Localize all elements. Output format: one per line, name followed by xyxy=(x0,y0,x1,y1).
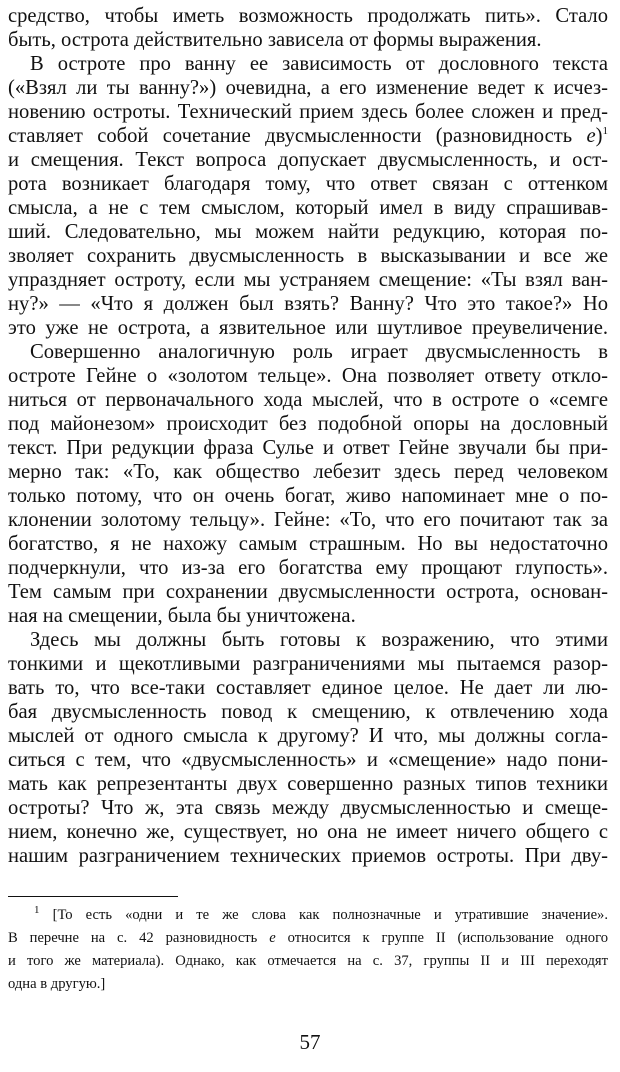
text-line: упраздняет остроту, если мы устраняем смещение: «Ты взял ван- xyxy=(8,269,608,291)
text-line: подчеркнули, что из-за его богатства ему прощают глупость». xyxy=(8,557,608,579)
text-line: клонении золотому тельцу». Гейне: «То, что его почитают так за xyxy=(8,509,608,531)
footnote-reference: 1 xyxy=(602,125,608,138)
footnote-line xyxy=(8,927,608,950)
footnote-line xyxy=(34,904,608,927)
text-line: нием, конечно же, существует, но она не имеет ничего общего с xyxy=(8,821,608,843)
footnote-text: относится к группе II (использование одного xyxy=(275,930,608,946)
paragraph-start-line: Совершенно аналогичную роль играет двусмысленность в xyxy=(30,341,608,363)
paragraph-start-line: В остроте про ванну ее зависимость от дословного текста xyxy=(30,53,608,75)
text-line: под майонезом» происходит без подобной опоры на дословный xyxy=(8,413,608,435)
text-segment: ) xyxy=(595,125,603,147)
text-line: мать как репрезентанты двух совершенно разных типов техники xyxy=(8,773,608,795)
text-line: бая двусмысленность повод к смещению, к отвлечению хода xyxy=(8,701,608,723)
text-line: средство, чтобы иметь возможность продолжать пить». Стало xyxy=(8,5,608,27)
text-line: мыслей от одного смысла к другому? И что, мы должны согла- xyxy=(8,725,608,747)
text-line: смысла, а не с тем смыслом, который имел в виду спрашивав- xyxy=(8,197,608,219)
text-line: мерно так: «То, как общество лебезит здесь перед человеком xyxy=(8,461,608,483)
italic-letter: e xyxy=(586,125,596,147)
text-line-with-footnote-ref xyxy=(8,124,608,148)
footnote-divider xyxy=(8,896,178,897)
text-line: богатство, я не нахожу самым страшным. Но вы недостаточно xyxy=(8,533,608,555)
footnote-line: одна в другую.] xyxy=(8,976,106,992)
text-line: остроты? Что ж, эта связь между двусмысленностью и смеще- xyxy=(8,797,608,819)
footnote-line: и того же материала). Однако, как отмечается на с. 37, группы II и III переходят xyxy=(8,953,608,969)
text-line: ситься с тем, что «двусмысленность» и «смещение» надо пони- xyxy=(8,749,608,771)
text-line: новению остроты. Технический прием здесь более сложен и пред- xyxy=(8,101,608,123)
text-line: рота возникает благодаря тому, что ответ связан с оттенком xyxy=(8,173,608,195)
text-line: ший. Следовательно, мы можем найти редукцию, которая по- xyxy=(8,221,608,243)
footnote-text: В перечне на с. 42 разновидность xyxy=(8,930,270,946)
footnote-marker: 1 xyxy=(34,904,40,917)
text-line: нашим разграничением технических приемов остроты. При дву- xyxy=(8,845,608,867)
page-number: 57 xyxy=(299,1030,321,1054)
text-segment: ставляет собой сочетание двусмысленности (разновидность xyxy=(8,125,587,147)
text-line: ниться от первоначального хода мыслей, что в остроте о «семге xyxy=(8,389,608,411)
italic-letter: e xyxy=(269,930,276,946)
text-line: это уже не острота, а язвительное или шутливое преувеличение. xyxy=(8,317,608,339)
text-line: только потому, что он очень богат, живо напоминает мне о по- xyxy=(8,485,608,507)
text-line: («Взял ли ты ванну?») очевидна, а его изменение ведет к исчез- xyxy=(8,77,608,99)
text-line: ная на смещении, была бы уничтожена. xyxy=(8,605,356,627)
text-line: Тем самым при сохранении двусмысленности острота, основан- xyxy=(8,581,608,603)
paragraph-start-line: Здесь мы должны быть готовы к возражению, что этими xyxy=(30,629,608,651)
footnote-text: [То есть «одни и те же слова как полнозначные и утратившие значение». xyxy=(39,907,608,923)
text-line: ну?» — «Что я должен был взять? Ванну? Что это такое?» Но xyxy=(8,293,608,315)
text-line: и смещения. Текст вопроса допускает двусмысленность, и ост- xyxy=(8,149,608,171)
text-line: вать то, что все-таки составляет единое целое. Не дает ли лю- xyxy=(8,677,608,699)
text-line: тонкими и щекотливыми разграничениями мы пытаемся разор- xyxy=(8,653,608,675)
text-line: быть, острота действительно зависела от формы выражения. xyxy=(8,29,542,51)
text-line: остроте Гейне о «золотом тельце». Она позволяет ответу откло- xyxy=(8,365,608,387)
text-line: зволяет сохранить двусмысленность в высказывании и все же xyxy=(8,245,608,267)
text-line: текст. При редукции фраза Сулье и ответ Гейне звучали бы при- xyxy=(8,437,608,459)
